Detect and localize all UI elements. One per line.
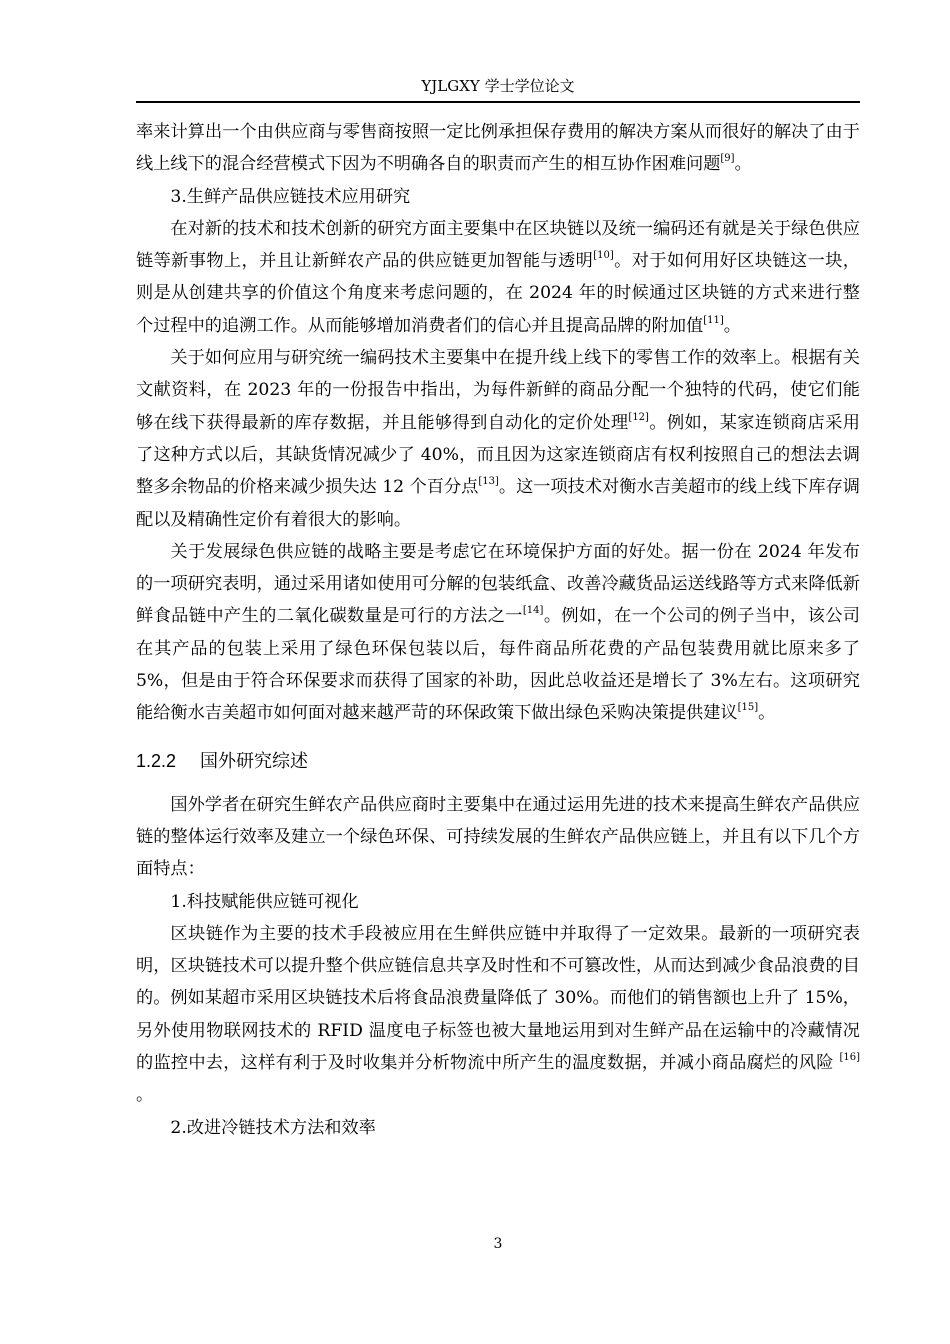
paragraph-blockchain-foreign: 区块链作为主要的技术手段被应用在生鲜供应链中并取得了一定效果。最新的一项研究表明，区块链技术可以提升整个供应链信息共享及时性和不可篡改性，从而达到减少食品浪费的目的。例如某超市采用区块链技术后将食品浪费量降低了 30%。而他们的销售额也上升了 15%，另外使用物联网技术的 RFID 温度电子标签也被大量地运用到对生鲜产品在运输中的冷藏情况的监控中去，这样有利于及时收集并分析物流中所产生的温度数据，并减小商品腐烂的风险 [16] 。 xyxy=(136,923,860,1106)
citation-10: [10] xyxy=(593,250,614,262)
paragraph-unified-coding: 关于如何应用与研究统一编码技术主要集中在提升线上线下的零售工作的效率上。根据有关文献资料，在 2023 年的一份报告中指出，为每件新鲜的商品分配一个独特的代码，使它们能够在线下获得最新的库存数据，并且能够得到自动化的定价处理[12]。例如，某家连锁商店采用了这种方式以后，其缺货情况减少了 40%，而且因为这家连锁商店有权利按照自己的想法去调整多余物品的价格来减少损失达 12 个百分点[13]。这一项技术对衡水吉美超市的线上线下库存调配以及精确性定价有着很大的影响。 xyxy=(136,348,860,530)
running-header: YJLGXY 学士学位论文 xyxy=(421,77,575,95)
section-number: 1.2.2 xyxy=(136,750,177,771)
subsection-title-3: 3.生鲜产品供应链技术应用研究 xyxy=(170,186,411,207)
citation-12: [12] xyxy=(628,411,649,423)
citation-13: [13] xyxy=(478,476,499,488)
citation-15: [15] xyxy=(737,702,759,714)
paragraph-foreign-intro: 国外学者在研究生鲜农产品供应商时主要集中在通过运用先进的技术来提高生鲜农产品供应链的整体运行效率及建立一个绿色环保、可持续发展的生鲜农产品供应链上，并且有以下几个方面特点： xyxy=(136,794,860,880)
citation-14: [14] xyxy=(522,605,544,617)
paragraph-blockchain: 在对新的技术和技术创新的研究方面主要集中在区块链以及统一编码还有就是关于绿色供应链等新事物上，并且让新鲜农产品的供应链更加智能与透明[10]。对于如何用好区块链这一块，则是从创建共享的价值这个角度来考虑问题的，在 2024 年的时候通过区块链的方式来进行整个过程中的追溯工作。从而能够增加消费者们的信心并且提高品牌的附加值[11]。 xyxy=(136,218,860,336)
header-rule xyxy=(136,101,860,103)
page-body xyxy=(136,116,860,1144)
citation-16: [16] xyxy=(839,1052,860,1064)
paragraph-green-supply-chain: 关于发展绿色供应链的战略主要是考虑它在环境保护方面的好处。据一份在 2024 年发布的一项研究表明，通过采用诸如使用可分解的包装纸盒、改善冷藏货品运送线路等方式来降低新鲜食品链中产生的二氧化碳数量是可行的方法之一[14]。例如，在一个公司的例子当中，该公司在其产品的包装上采用了绿色环保包装以后，每件商品所花费的产品包装费用就比原来多了 5%，但是由于符合环保要求而获得了国家的补助，因此总收益还是增长了 3%左右。这项研究能给衡水吉美超市如何面对越来越严苛的环保政策下做出绿色采购决策提供建议[15]。 xyxy=(136,541,860,724)
section-heading xyxy=(136,744,860,779)
paragraph-1: 率来计算出一个由供应商与零售商按照一定比例承担保存费用的解决方案从而很好的解决了由于线上线下的混合经营模式下因为不明确各自的职责而产生的相互协作困难问题[9]。 xyxy=(136,122,860,175)
citation-9: [9] xyxy=(720,153,735,165)
citation-11: [11] xyxy=(703,314,724,326)
subsection-title-2: 2.改进冷链技术方法和效率 xyxy=(170,1117,376,1138)
subsection-title-1: 1.科技赋能供应链可视化 xyxy=(170,891,359,912)
section-title: 国外研究综述 xyxy=(200,750,308,772)
page-number: 3 xyxy=(493,1236,503,1252)
